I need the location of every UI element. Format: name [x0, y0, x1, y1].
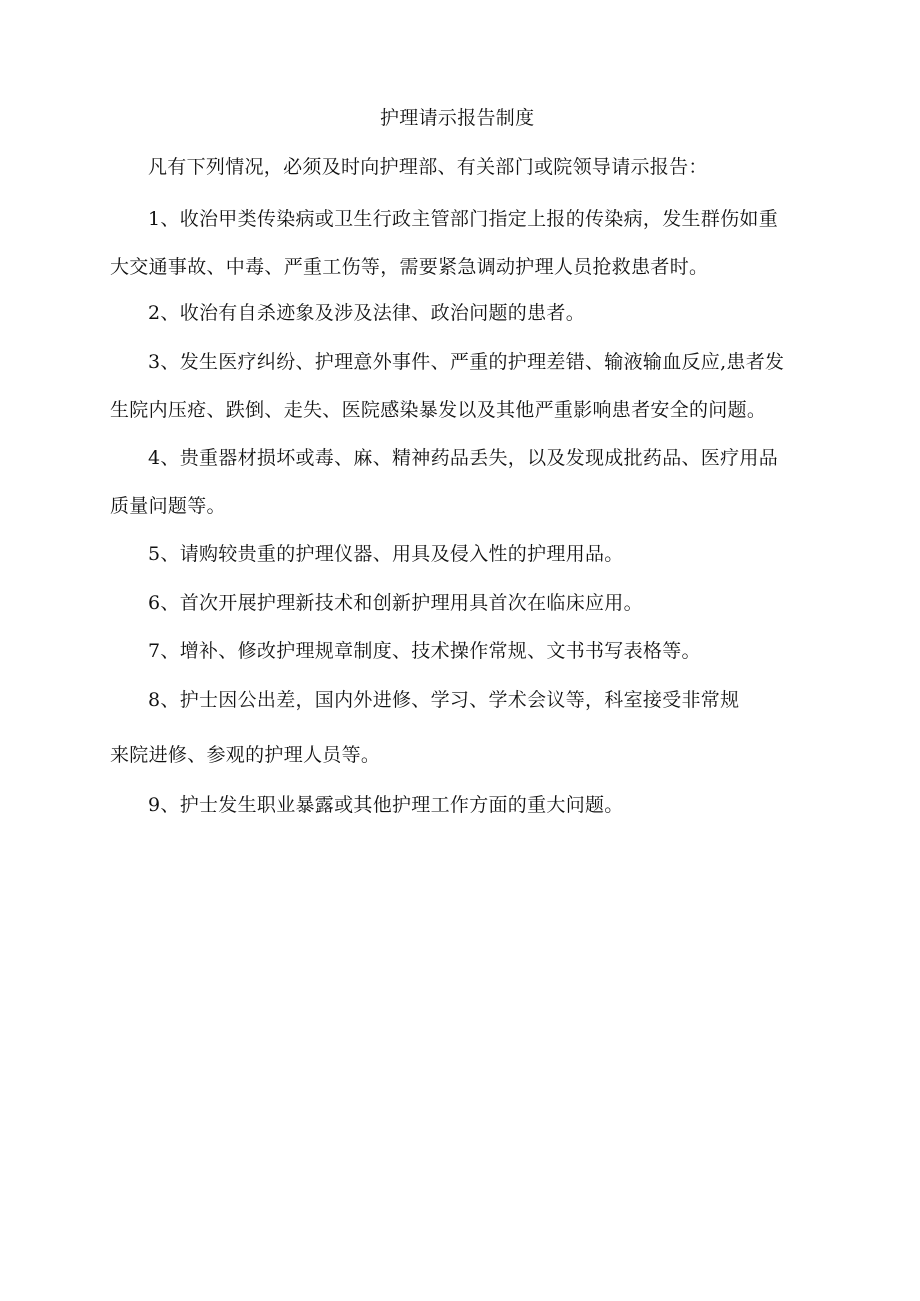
- item-8-line-2: 来院进修、参观的护理人员等。: [110, 744, 381, 766]
- item-5-line-1: 5、请购较贵重的护理仪器、用具及侵入性的护理用品。: [148, 543, 624, 565]
- item-3-line-2: 生院内压疮、跌倒、走失、医院感染暴发以及其他严重影响患者安全的问题。: [110, 399, 767, 421]
- item-1-line-1: 1、收治甲类传染病或卫生行政主管部门指定上报的传染病，发生群伤如重: [148, 208, 778, 230]
- item-9-line-1: 9、护士发生职业暴露或其他护理工作方面的重大问题。: [148, 794, 624, 816]
- item-3-line-1: 3、发生医疗纠纷、护理意外事件、严重的护理差错、输液输血反应,患者发: [148, 351, 785, 373]
- item-2-line-1: 2、收治有自杀迹象及涉及法律、政治问题的患者。: [148, 302, 585, 324]
- item-6-line-1: 6、首次开展护理新技术和创新护理用具首次在临床应用。: [148, 592, 643, 614]
- item-8-line-1: 8、护士因公出差，国内外进修、学习、学术会议等，科室接受非常规: [148, 689, 740, 711]
- item-1-line-2: 大交通事故、中毒、严重工伤等，需要紧急调动护理人员抢救患者时。: [110, 256, 709, 278]
- item-7-line-1: 7、增补、修改护理规章制度、技术操作常规、文书书写表格等。: [148, 640, 701, 662]
- document-title: 护理请示报告制度: [380, 107, 535, 129]
- item-4-line-2: 质量问题等。: [110, 495, 226, 517]
- item-4-line-1: 4、贵重器材损坏或毒、麻、精神药品丢失，以及发现成批药品、医疗用品: [148, 447, 778, 469]
- intro-paragraph: 凡有下列情况，必须及时向护理部、有关部门或院领导请示报告：: [148, 156, 708, 178]
